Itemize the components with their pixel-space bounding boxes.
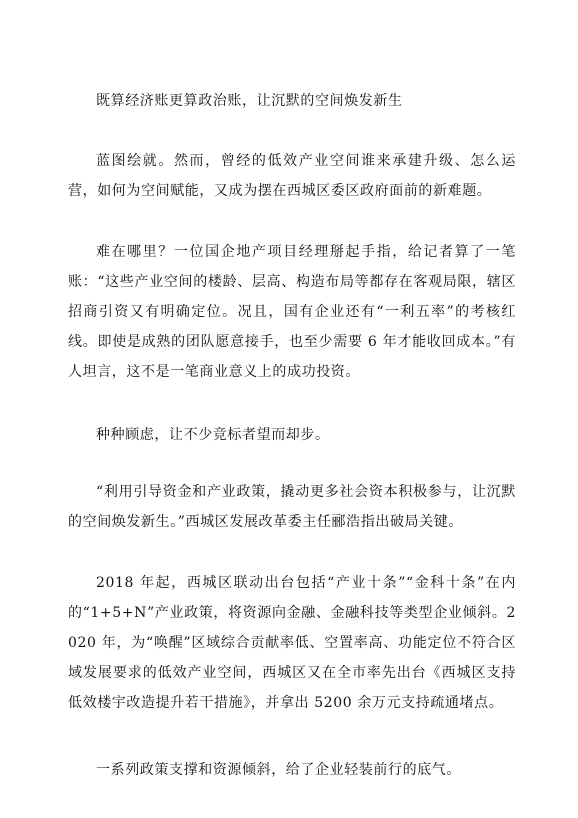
section-heading: 既算经济账更算政治账，让沉默的空间焕发新生	[96, 93, 403, 109]
paragraph: 难在哪里？一位国企地产项目经理掰起手指，给记者算了一笔账：“这些产业空间的楼龄、层高、构造布局等都存在客观局限，辖区招商引资又有明确定位。况且，国有企业还有“一利五率”的考核红线。即使是成熟的团队愿意接手，也至少需要 6 年才能收回成本。”有人坦言，这不是一笔商业意义上的成功投资。	[68, 244, 516, 380]
paragraph: 蓝图绘就。然而，曾经的低效产业空间谁来承建升级、怎么运营，如何为空间赋能，又成为摆在西城区委区政府面前的新难题。	[68, 153, 516, 199]
paragraph: 2018 年起，西城区联动出台包括“产业十条”“金科十条”在内的“1+5+N”产业政策，将资源向金融、金融科技等类型企业倾斜。2020 年，为“唤醒”区域综合贡献率低、空置率高、功能定位不符合区域发展要求的低效产业空间，西城区又在全市率先出台《西城区支持低效楼宇改造提升若干措施》，并拿出 5200 余万元支持疏通堵点。	[68, 575, 516, 711]
paragraph: 一系列政策支撑和资源倾斜，给了企业轻装前行的底气。	[96, 762, 461, 778]
paragraph: “利用引导资金和产业政策，撬动更多社会资本积极参与，让沉默的空间焕发新生。”西城区发展改革委主任郦浩指出破局关键。	[68, 484, 516, 530]
paragraph: 种种顾虑，让不少竞标者望而却步。	[96, 427, 330, 443]
